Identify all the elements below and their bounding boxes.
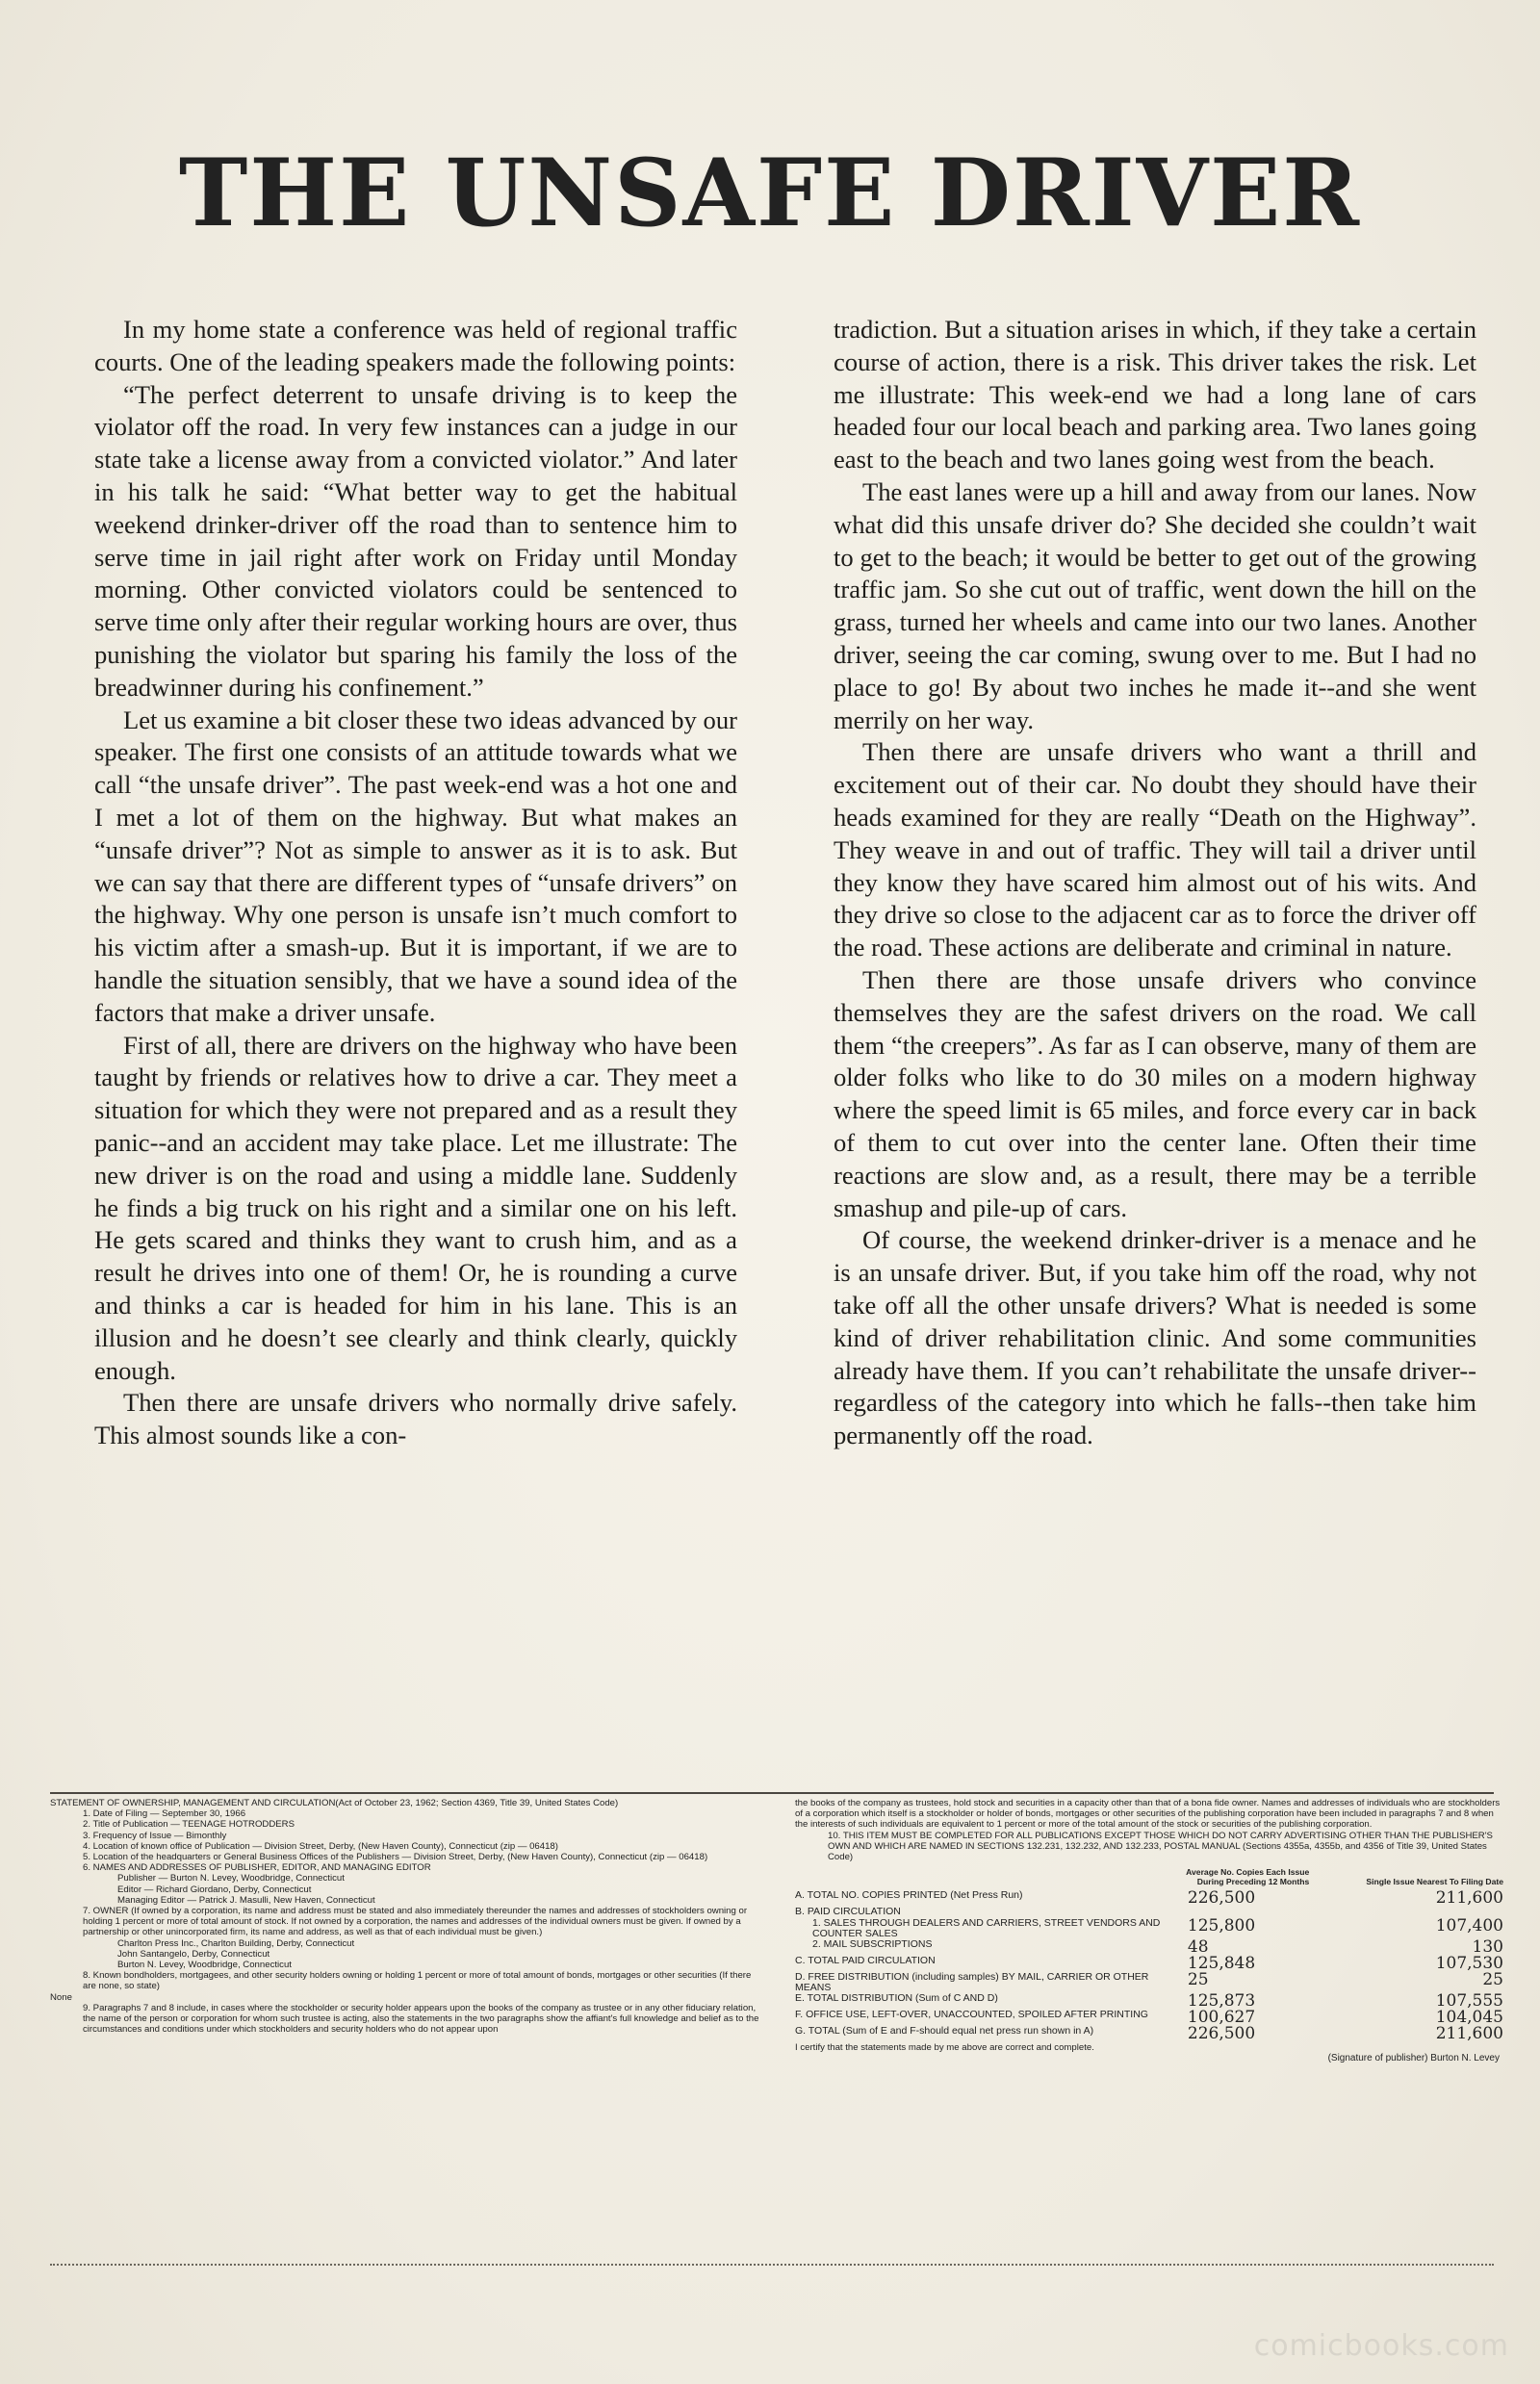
- single-issue-value: 104,045: [1435, 2008, 1503, 2028]
- statement-item: Charlton Press Inc., Charlton Building, Derby, Connecticut: [117, 1937, 355, 1949]
- statement-item: 5. Location of the headquarters or General Business Offices of the Publishers — Division Street, Derby, (New Haven County), Connecticut (zip — 06418): [83, 1852, 708, 1863]
- single-issue-value: 107,400: [1435, 1915, 1503, 1935]
- single-issue-value: 211,600: [1435, 1888, 1503, 1909]
- statement-item-10: 10. THIS ITEM MUST BE COMPLETED FOR ALL PUBLICATIONS EXCEPT THOSE WHICH DO NOT CARRY ADVERTISING OTHER THAN THE PUBLISHER'S OWN AND WHICH ARE NAMED IN SECTIONS 132.231, 132.232, AND 132.233, POSTAL MANUAL (Sections 4355a, 4355b, and 4356 of Title 39, United States Code): [828, 1830, 1493, 1863]
- table-row: [795, 1890, 1503, 1907]
- statement-item: Publisher — Burton N. Levey, Woodbridge, Connecticut: [117, 1873, 345, 1884]
- certification: I certify that the statements made by me above are correct and complete.: [795, 2042, 1094, 2054]
- article-paragraph: Then there are unsafe drivers who want a thrill and excitement out of their car. No doubt they should have their heads examined for they are really “Death on the Highway”. They weave in and out of traffic. They will tail a driver until they know they have scared him almost out of his wits. And they drive so close to the adjacent car as to force the driver off the road. These actions are deliberate and criminal in nature.: [834, 737, 1476, 962]
- single-issue-value: 130: [1472, 1937, 1503, 1958]
- page-title: THE UNSAFE DRIVER: [178, 139, 1362, 247]
- article-paragraph: tradiction. But a situation arises in which, if they take a certain course of action, there is a risk. This driver takes the risk. Let me illustrate: This week-end we had a long lane of cars headed four our local beach and parking area. Two lanes going east to the beach and two lanes going west from the beach.: [834, 315, 1476, 474]
- statement-heading: STATEMENT OF OWNERSHIP, MANAGEMENT AND CIRCULATION(Act of October 23, 1962; Section 4369, Title 39, United States Code): [50, 1798, 619, 1808]
- table-row: [795, 1972, 1503, 1993]
- statement-item: John Santangelo, Derby, Connecticut: [117, 1948, 270, 1960]
- row-label: C. TOTAL PAID CIRCULATION: [795, 1955, 936, 1967]
- publisher-signature: (Signature of publisher) Burton N. Levey: [1327, 2053, 1500, 2064]
- single-issue-value: 107,530: [1435, 1954, 1503, 1974]
- bottom-border: [50, 2264, 1494, 2267]
- table-row: [795, 1956, 1503, 1972]
- column-header-single-issue: Single Issue Nearest To Filing Date: [1366, 1876, 1503, 1886]
- statement-item: 9. Paragraphs 7 and 8 include, in cases where the stockholder or security holder appears upon the books of the company as trustee or in any other fiduciary relation, the name of the person or corporation for whom such trustee is acting, also the statements in the two paragraphs show the affiant's full knowledge and belief as to the circumstances and conditions under which stockholders and security holders who do not appear upon: [83, 2002, 759, 2036]
- statement-items: [50, 1808, 762, 2035]
- statement-item: Managing Editor — Patrick J. Masulli, New Haven, Connecticut: [117, 1894, 375, 1906]
- average-value: 125,848: [1187, 1954, 1256, 1974]
- single-issue-value: 107,555: [1435, 1991, 1503, 2012]
- statement-continuation: the books of the company as trustees, hold stock and securities in a capacity other than that of a bona fide owner. Names and addresses of individuals who are stockholders of a corporation which itself is a stockholder or holder of bonds, mortgages or other securities of the publishing corporation have been included in paragraphs 7 and 8 when the interests of such individuals are equivalent to 1 percent or more of the total amount of the stock or securities of the publishing corporation.: [795, 1798, 1501, 1831]
- article-column-right: [834, 314, 1476, 1452]
- row-label: B. PAID CIRCULATION: [795, 1906, 901, 1918]
- table-row: [795, 1907, 1503, 1917]
- average-value: 25: [1187, 1970, 1209, 1990]
- statement-item: 1. Date of Filing — September 30, 1966: [83, 1808, 246, 1820]
- circulation-table: [795, 1868, 1503, 2042]
- average-value: 226,500: [1187, 2024, 1256, 2044]
- statement-item: 3. Frequency of Issue — Bimonthly: [83, 1830, 227, 1841]
- article-paragraph: “The perfect deterrent to unsafe driving is to keep the violator off the road. In very few instances can a judge in our state take a license away from a convicted violator.” And later in his talk he said: “What better way to get the habitual weekend drinker-driver off the road than to sentence him to serve time in jail right after work on Friday until Monday morning. Other convicted violators could be sentenced to serve time only after their regular working hours are over, thus punishing the violator but sparing his family the loss of the breadwinner during his confinement.”: [94, 379, 737, 702]
- statement-item: None: [50, 1991, 72, 2003]
- row-label: G. TOTAL (Sum of E and F-should equal net press run shown in A): [795, 2025, 1094, 2038]
- statement-item: Editor — Richard Giordano, Derby, Connecticut: [117, 1884, 312, 1895]
- table-row: [795, 2010, 1503, 2026]
- row-label: 2. MAIL SUBSCRIPTIONS: [812, 1938, 933, 1951]
- row-label: 1. SALES THROUGH DEALERS AND CARRIERS, STREET VENDORS AND COUNTER SALES: [812, 1916, 1161, 1939]
- row-label: D. FREE DISTRIBUTION (including samples) BY MAIL, CARRIER OR OTHER MEANS: [795, 1971, 1149, 1994]
- article-paragraph: Then there are unsafe drivers who normally drive safely. This almost sounds like a con-: [94, 1388, 737, 1450]
- table-row: [795, 1993, 1503, 2010]
- ownership-statement-left: [50, 1798, 762, 2035]
- row-label: E. TOTAL DISTRIBUTION (Sum of C AND D): [795, 1992, 998, 2005]
- statement-item: 4. Location of known office of Publication — Division Street, Derby, (New Haven County), Connecticut (zip — 06418): [83, 1840, 558, 1852]
- statement-item: Burton N. Levey, Woodbridge, Connecticut: [117, 1960, 292, 1971]
- article-paragraph: Let us examine a bit closer these two ideas advanced by our speaker. The first one consists of an attitude towards what we call “the unsafe driver”. The past week-end was a hot one and I met a lot of them on the highway. But what makes an “unsafe driver”? Not as simple to answer as it is to ask. But we can say that there are different types of “unsafe drivers” on the highway. Why one person is unsafe isn’t much comfort to his victim after a smash-up. But it is important, if we are to handle the situation sensibly, that we have a sound idea of the factors that make a driver unsafe.: [94, 705, 737, 1027]
- watermark: comicbooks.com: [1253, 2329, 1509, 2363]
- average-value: 125,873: [1187, 1991, 1256, 2012]
- table-row: [795, 2026, 1503, 2042]
- average-value: 125,800: [1187, 1915, 1256, 1935]
- row-label: F. OFFICE USE, LEFT-OVER, UNACCOUNTED, SPOILED AFTER PRINTING: [795, 2009, 1148, 2021]
- average-value: 226,500: [1187, 1888, 1256, 1909]
- statement-item: 2. Title of Publication — TEENAGE HOTRODDERS: [83, 1819, 295, 1831]
- divider: [50, 1792, 1494, 1794]
- column-header-average: Average No. Copies Each Issue During Preceding 12 Months: [1186, 1867, 1310, 1886]
- average-value: 100,627: [1187, 2008, 1256, 2028]
- single-issue-value: 25: [1482, 1970, 1503, 1990]
- article-paragraph: In my home state a conference was held of regional traffic courts. One of the leading speakers made the following points:: [94, 315, 737, 376]
- article-paragraph: The east lanes were up a hill and away from our lanes. Now what did this unsafe driver do? She decided she couldn’t wait to get to the beach; it would be better to get out of the growing traffic jam. So she cut out of traffic, went down the hill on the grass, turned her wheels and came into our two lanes. Another driver, seeing the car coming, swung over to me. But I had no place to go! By about two inches he made it--and she went merrily on her way.: [834, 476, 1476, 734]
- circulation-table-header: [795, 1868, 1503, 1890]
- table-row: [795, 1918, 1503, 1939]
- single-issue-value: 211,600: [1435, 2024, 1503, 2044]
- average-value: 48: [1187, 1937, 1209, 1958]
- statement-item: 8. Known bondholders, mortgagees, and other security holders owning or holding 1 percent or more of total amount of bonds, mortgages or other securities (If there are none, so state): [83, 1970, 752, 1992]
- ownership-statement-right: [795, 1798, 1507, 2064]
- table-row: [795, 1939, 1503, 1956]
- article-paragraph: Of course, the weekend drinker-driver is a menace and he is an unsafe driver. But, if you take him off the road, why not take off all the other unsafe drivers? What is needed is some kind of driver rehabilitation clinic. And some communities already have them. If you can’t rehabilitate the unsafe driver--regardless of the category into which he falls--then take him permanently off the road.: [834, 1225, 1476, 1450]
- statement-item: 6. NAMES AND ADDRESSES OF PUBLISHER, EDITOR, AND MANAGING EDITOR: [83, 1862, 431, 1874]
- article-paragraph: First of all, there are drivers on the highway who have been taught by friends or relatives how to drive a car. They meet a situation for which they were not prepared and as a result they panic--and an accident may take place. Let me illustrate: The new driver is on the road and using a middle lane. Suddenly he finds a big truck on his right and a similar one on his left. He gets scared and thinks they want to crush him, and as a result he drives into one of them! Or, he is rounding a curve and thinks a car is headed for him in his lane. This is an illusion and he doesn’t see clearly and think clearly, quickly enough.: [94, 1030, 737, 1385]
- article-paragraph: Then there are those unsafe drivers who convince themselves they are the safest drivers on the road. We call them “the creepers”. As far as I can observe, many of them are older folks who like to do 30 miles on a modern highway where the speed limit is 65 miles, and force every car in back of them to cut over into the center lane. Often their time reactions are slow and, as a result, there may be a terrible smashup and pile-up of cars.: [834, 964, 1476, 1222]
- statement-item: 7. OWNER (If owned by a corporation, its name and address must be stated and also immediately thereunder the names and addresses of stockholders owning or holding 1 percent or more of total amount of stock. If not owned by a corporation, the names and addresses of the individual owners must be given. If owned by a partnership or other unincorporated firm, its name and address, as well as that of each individual must be given.): [83, 1906, 748, 1938]
- row-label: A. TOTAL NO. COPIES PRINTED (Net Press Run): [795, 1889, 1023, 1902]
- article-column-left: [94, 314, 737, 1452]
